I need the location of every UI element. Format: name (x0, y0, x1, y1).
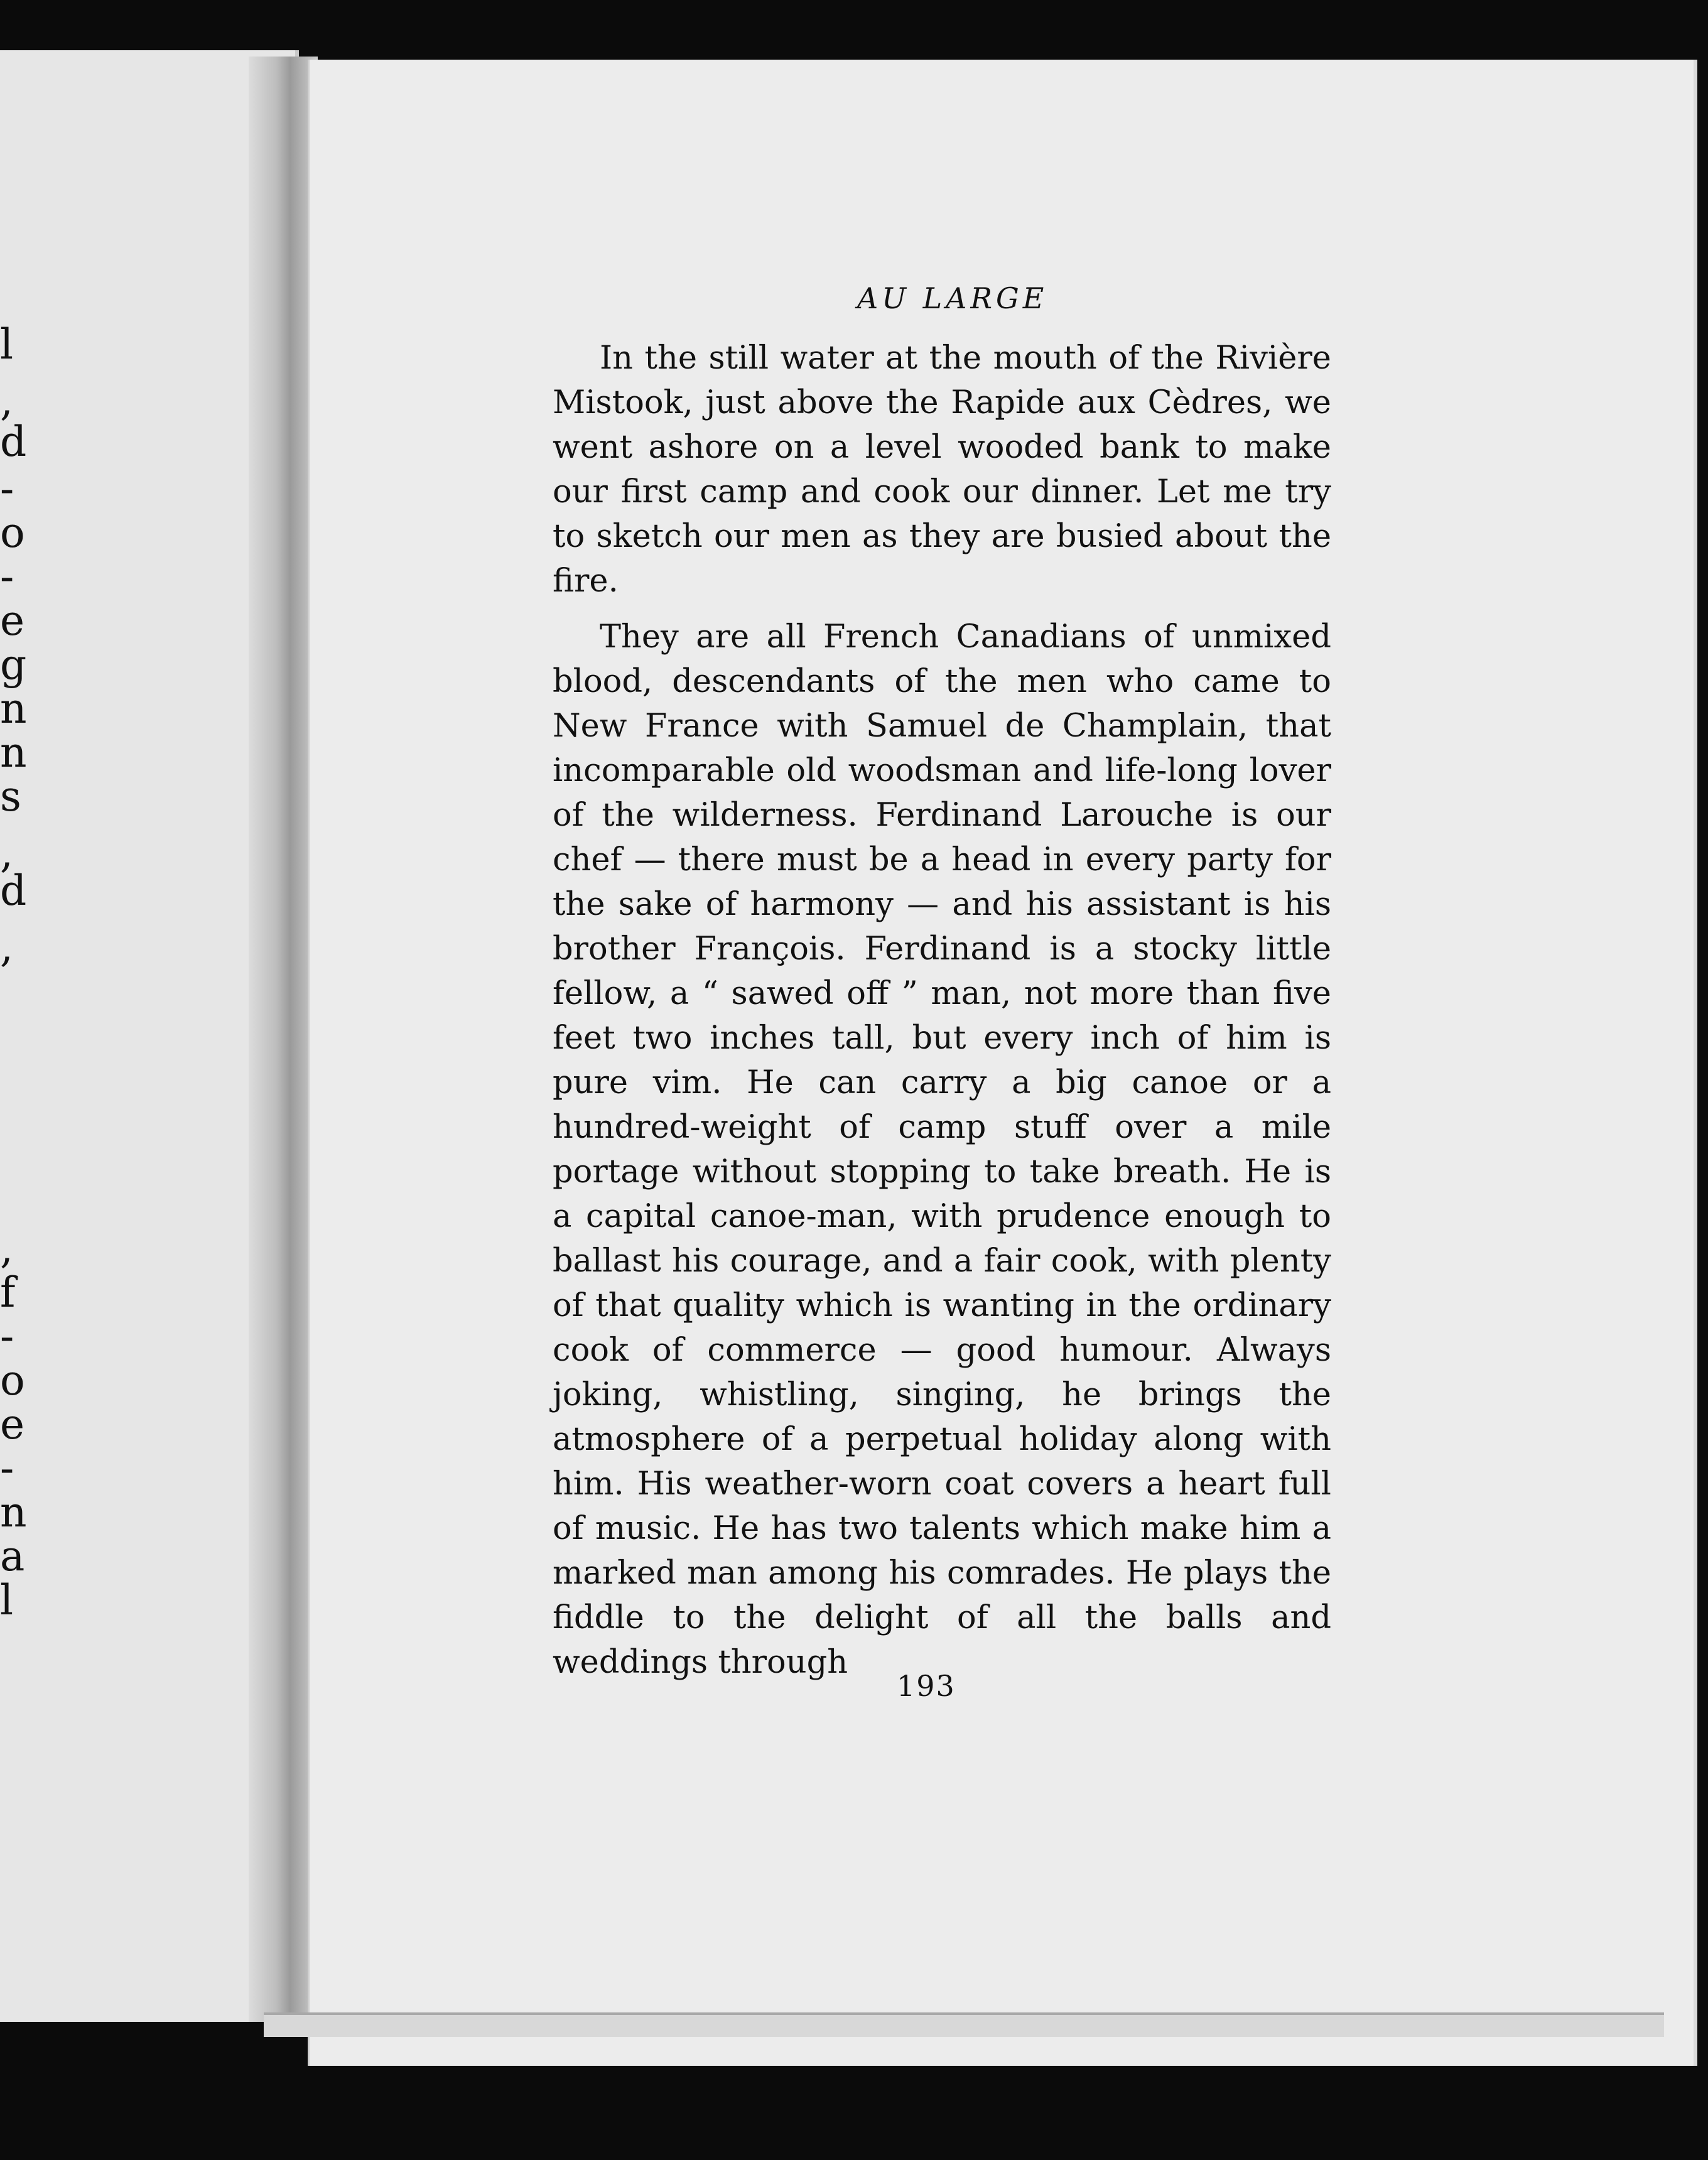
edge-char: l (0, 320, 14, 369)
edge-char: n (0, 728, 27, 777)
edge-char: , (0, 829, 13, 877)
edge-char: o (0, 509, 25, 557)
edge-char: n (0, 1488, 27, 1536)
edge-char: l (0, 1576, 14, 1624)
edge-char: - (0, 553, 14, 601)
page-bottom-edge (264, 2012, 1664, 2037)
edge-char: e (0, 597, 25, 645)
edge-char: o (0, 1356, 25, 1405)
edge-char: d (0, 418, 27, 466)
edge-char: - (0, 1444, 14, 1493)
edge-char: d (0, 867, 27, 915)
paragraph: They are all French Canadians of unmixed blood, descendants of the men who came to New France with Samuel de Champlain, that incomparable old woodsman and life-long lover of the wilderness. Ferdinand Larouche is our chef — there must be a head in every party for the sake of harmony — and his assistant is his brother François. Ferdinand is a stocky little fellow, a “ sawed off ” man, not more than five feet two inches tall, but every inch of him is pure vim. He can carry a big canoe or a hundred-weight of camp stuff over a mile portage without stopping to take breath. He is a capital canoe-man, with prudence enough to ballast his courage, and a fair cook, with plenty of that quality which is wanting in the ordinary cook of commerce — good humour. Always joking, whistling, singing, he brings the atmosphere of a perpetual holiday along with him. His weather-worn coat covers a heart full of music. He has two talents which make him a marked man among his comrades. He plays the fiddle to the delight of all the balls and weddings through (553, 618, 1331, 1681)
edge-char: a (0, 1532, 25, 1580)
edge-char: , (0, 923, 13, 971)
edge-char: , (0, 377, 13, 425)
edge-char: g (0, 640, 27, 689)
body-text (553, 336, 1331, 1696)
page-number: 193 (897, 1669, 956, 1703)
edge-char: f (0, 1268, 16, 1317)
edge-char: , (0, 1224, 13, 1273)
left-page-edge-text (0, 50, 25, 2022)
edge-char: s (0, 772, 21, 821)
edge-char: - (0, 465, 14, 513)
edge-char: n (0, 684, 27, 733)
paragraph: In the still water at the mouth of the Rivière Mistook, just above the Rapide aux Cèdres, we went ashore on a level wooded bank to make our first camp and cook our dinner. Let me try to sketch our men as they are busied about the fire. (553, 340, 1331, 600)
edge-char: - (0, 1312, 14, 1361)
running-head: AU LARGE (857, 281, 1048, 315)
edge-char: e (0, 1400, 25, 1449)
